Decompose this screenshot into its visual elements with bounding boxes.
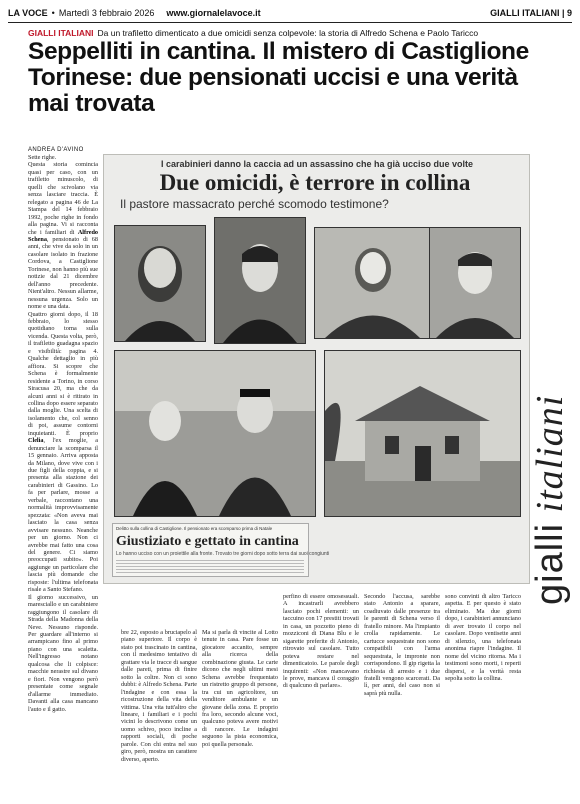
article-headline: Seppelliti in cantina. Il mistero di Castiglione Torinese: due pensionati uccisi e una verità mai trovata bbox=[28, 38, 529, 117]
clipping-kicker: I carabinieri danno la caccia ad un assassino che ha già ucciso due volte bbox=[160, 159, 474, 169]
website-link[interactable]: www.giornalelavoce.it bbox=[166, 8, 261, 18]
page-header bbox=[8, 6, 572, 20]
inner-clipping bbox=[112, 523, 330, 577]
article-kicker bbox=[28, 28, 558, 38]
clipping-subtitle: Il pastore massacrato perché scomodo testimone? bbox=[120, 197, 389, 211]
photo-suspect bbox=[429, 227, 521, 339]
article-column-3: Ma si parla di vincite al Lotto tenute in casa. Pare fosse un giocatore accanito, sempre alla ricerca della combinazione giusta. Le carte dicono che negli ultimi mesi Schena avrebbe frequentato un ristretto gruppo di persone, tra cui un agricoltore, un venditore ambulante e un giovane della zona. E proprio fra loro, secondo alcune voci, qualcuno poteva avere motivi di rancore. Le indagini seguono la pista economica, poi quella personale. bbox=[202, 629, 278, 748]
article-column-1: Sette righe. Questa storia comincia quasi per caso, con un trafiletto minuscolo, di quelli che scivolano via senza lasciare traccia. È relegato a pagina 46 de La Stampa del 14 febbraio 1992, poche righe in fondo alla pagina. Vi si racconta che i familiari di Alfredo Schena, pensionato di 68 anni, che vive da solo in un casolare isolato in frazione Cordova, a Castiglione Torinese, non hanno più sue notizie dal 21 dicembre dell'anno precedente. Nient'altro. Nessun allarme, nessuna urgenza. Solo un nome e una data. Quattro giorni dopo, il 18 febbraio, lo stesso quotidiano torna sulla vicenda. Questa volta, però, il trafiletto guadagna spazio e visibilità: pagina 4. Qualche dettaglio in più affiora. Si scopre che Schena è formalmente residente a Torino, in corso Siracusa 20, ma che da alcuni anni si è ritirato in collina dopo essere separato dalla moglie. Una scelta di isolamento che, col senno di poi, assume contorni inquietanti. È proprio Clelia, l'ex moglie, a denunciare la scomparsa il 15 gennaio. Arriva apposta da Milano, dove vive con i due figli della coppia, e si presenta alla stazione dei carabinieri di Gassino. Lo fa per parlare, mosse a verbale, raccontano una normalità improvvisamente spezzata: «Non aveva mai lasciato la casa senza avvisare nessuno. Neanche per un giorno. Non ci avrebbe mai fatto una cosa del genere. Ci siamo preoccupati subito». Poi aggiunge un particolare che lascia più domande che risposte: l'ultima telefonata risale a Santo Stefano. Il giorno successivo, un maresciallo e un carabiniere raggiungono il casolare di Strada della Madonna della Neve. Nessuno risponde. Per guardare all'interno si arrampicano fino al primo piano con una scaletta. Nell'ingresso notano qualcosa che li colpisce: macchie nerastre sul divano e fiori. Non vengono però presentate come segnale d'allarme immediato. Davanti alla casa mancano l'auto e il gatto. bbox=[28, 154, 98, 713]
photo-victim-2 bbox=[214, 217, 306, 344]
sidebar-word-gialli: gialli bbox=[529, 523, 571, 606]
inner-clipping-subtitle: Lo hanno ucciso con un proiettile alla fronte. Trovato tre giorni dopo sotto terra dai suoi congiunti bbox=[116, 551, 330, 557]
article-column-4: perfino di essere omosessuali. A incastrarli avrebbero lasciato pochi elementi: un taccuino con 17 prestiti trovati in casa, un pozzetto pieno di mozziconi di Diana Blu e le sigarette preferite di Antonio, ritrovato sul casolare. Tutto poteva restare nel dimenticatoio. Le parole degli inquirenti: «Non mancavano le prove, mancava il coraggio di qualcuno di parlare». bbox=[283, 593, 359, 690]
issue-date: Martedì 3 febbraio 2026 bbox=[58, 8, 155, 18]
header-rule bbox=[8, 22, 572, 23]
sidebar-word-italiani: italiani bbox=[529, 394, 571, 513]
kicker-tag: GIALLI ITALIANI bbox=[28, 28, 94, 38]
article-column-2: bre 22, esposto a bruciapelo al piano superiore. Il corpo è stato poi trascinato in cantina, con il medesimo tentativo di grattare via le tracce di sangue dalle pareti, prima di finire sotto la coltre. Non ci sono dubbi: è Alfredo Schena. Parte l'indagine e con essa la ricostruzione della vita della vittima. Una vita tutt'altro che lineare, i familiari e i pochi vicini lo descrivono come un uomo schivo, poco incline a rapporti sociali, di poche parole. Con chi entra nel suo giro, però, mostra un carattere diverso, aperto. bbox=[121, 629, 197, 763]
inner-clipping-text-lines bbox=[116, 560, 304, 574]
article-byline: ANDREA D'AVINO bbox=[28, 147, 84, 153]
inner-clipping-kicker: Delitto sulla collina di Castiglione. Il pensionato era scomparso prima di Natale bbox=[116, 526, 273, 531]
newspaper-brand: LA VOCE bbox=[8, 8, 48, 18]
archive-newspaper-clipping bbox=[103, 154, 530, 584]
section-sidebar bbox=[528, 220, 572, 780]
inner-clipping-title: Giustiziato e gettato in cantina bbox=[116, 534, 299, 549]
clipping-title: Due omicidi, è terrore in collina bbox=[159, 170, 471, 195]
article-column-6: sono convinti di altro Taricco aspetta. E per questo è stato eliminato. Ma due giorni dopo, i carabinieri annunciano di aver trovato il corpo nel casolare. Dopo ventisette anni di silenzio, una telefonata anonima riapre l'indagine. Il nome del vicino ritorna. Ma i testimoni sono morti, i reperti dispersi, e la verità resta sepolta sotto la collina. bbox=[445, 593, 521, 682]
photo-farmhouse bbox=[324, 350, 521, 517]
photo-investigator bbox=[314, 227, 431, 339]
photo-victim-1 bbox=[114, 225, 206, 342]
page-number: 9 bbox=[566, 8, 572, 18]
section-title: GIALLI ITALIANI | 9 bbox=[490, 8, 572, 18]
article-column-5: Secondo l'accusa, sarebbe stato Antonio a sparare, coadiuvato dalle presenze tra le parenti di Schena verso il fratello minore. Ma l'impianto crolla rapidamente. Le cartucce sequestrate non sono compatibili con l'arma sequestrata, le impronte non corrispondono. Il gip rigetta la richiesta di arresto e i due fratelli vengono scarcerati. Da lì, per anni, del caso non si saprà più nulla. bbox=[364, 593, 440, 697]
separator: • bbox=[51, 8, 55, 18]
photo-carabinieri-scene bbox=[114, 350, 316, 517]
kicker-text: Da un trafiletto dimenticato a due omicidi senza colpevole: la storia di Alfredo Schena e Paolo Taricco bbox=[97, 28, 479, 38]
